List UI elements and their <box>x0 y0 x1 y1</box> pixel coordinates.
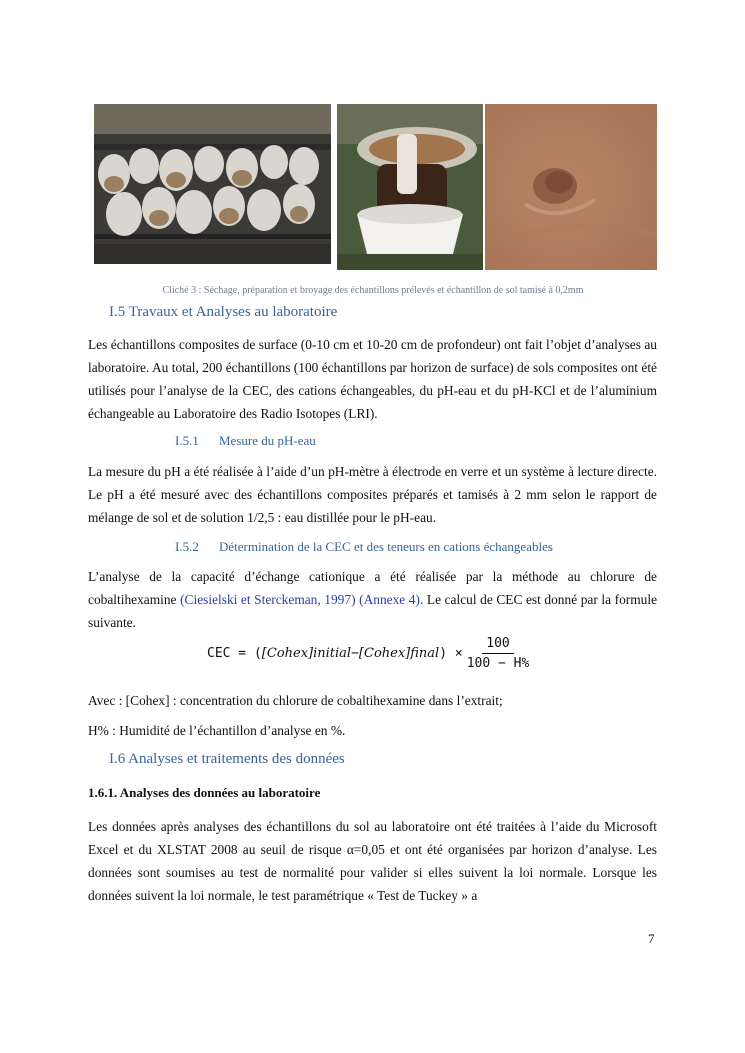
section-heading-1-6: I.6 Analyses et traitements des données <box>109 751 345 767</box>
paragraph-lab-analyses: Les échantillons composites de surface (0-10 cm et 10-20 cm de profondeur) ont fait l’objet d’analyses au laboratoire. Au total, 200 échantillons (100 échantillons par horizon de surface) de sols composites ont été utilisés pour l’analyse de la CEC, des cations échangeables, du pH-eau et du pH-KCl et de l’aluminium échangeable au Laboratoire des Radio Isotopes (LRI). <box>88 337 657 421</box>
cec-text-after: . Le calcul de CEC est donné par la formule suivante. <box>88 592 658 630</box>
subsection-title: Détermination de la CEC et des teneurs en cations échangeables <box>219 539 553 554</box>
subsection-heading-1-5-2 <box>175 539 553 555</box>
formula-fraction <box>467 636 530 671</box>
formula-term-final: [Cohex]final <box>358 646 440 661</box>
cec-text-before: L’analyse de la capacité d’échange cationique a été réalisée par la méthode au chlorure de cobaltihexamine <box>88 569 657 607</box>
subsection-title: Mesure du pH-eau <box>219 433 316 448</box>
formula-lhs: CEC = ( <box>207 646 262 661</box>
cec-formula <box>207 636 529 671</box>
samples-drying-photo <box>94 104 331 264</box>
figure-caption: Cliché 3 : Séchage, préparation et broyage des échantillons prélevés et échantillon de sol tamisé à 0,2mm <box>162 285 584 296</box>
reference-ciesielski[interactable]: (Ciesielski et Sterckeman, 1997) <box>180 592 356 607</box>
formula-times: ) × <box>439 646 463 661</box>
formula-minus: − <box>351 646 359 661</box>
formula-term-initial: [Cohex]initial <box>261 646 352 661</box>
subsection-heading-1-5-1 <box>175 433 316 449</box>
subsection-number: I.5.2 <box>175 539 199 554</box>
paragraph-cec-method <box>88 565 657 634</box>
definition-humidity: H% : Humidité de l’échantillon d’analyse en %. <box>88 723 346 738</box>
sieved-soil-photo <box>485 104 657 270</box>
page-number: 7 <box>648 931 655 946</box>
mortar-grinding-photo <box>337 104 483 270</box>
photo-strip <box>94 104 657 270</box>
formula-numerator: 100 <box>482 636 513 654</box>
reference-annexe-4[interactable]: (Annexe 4) <box>359 592 420 607</box>
definition-cohex: Avec : [Cohex] : concentration du chlorure de cobaltihexamine dans l’extrait; <box>88 693 503 708</box>
formula-denominator: 100 − H% <box>466 656 530 671</box>
subheading-1-6-1: 1.6.1. Analyses des données au laboratoire <box>88 785 321 800</box>
paragraph-ph-measure: La mesure du pH a été réalisée à l’aide d’un pH-mètre à électrode en verre et un système à lecture directe. Le pH a été mesuré avec des échantillons composites préparés et tamisés à 2 mm selon le rapport de mélange de sol et de solution 1/2,5 : eau distillée pour le pH-eau. <box>88 464 657 525</box>
section-heading-1-5: I.5 Travaux et Analyses au laboratoire <box>109 304 338 320</box>
subsection-number: I.5.1 <box>175 433 199 448</box>
paragraph-data-analysis: Les données après analyses des échantillons du sol au laboratoire ont été traitées à l’aide du Microsoft Excel et du XLSTAT 2008 au seuil de risque α=0,05 et ont été organisées par horizon d’analyse. Les données sont soumises au test de normalité pour valider si elles suivent la loi normale. Lorsque les données suivent la loi normale, le test paramétrique « Test de Tuckey » a <box>88 819 657 903</box>
